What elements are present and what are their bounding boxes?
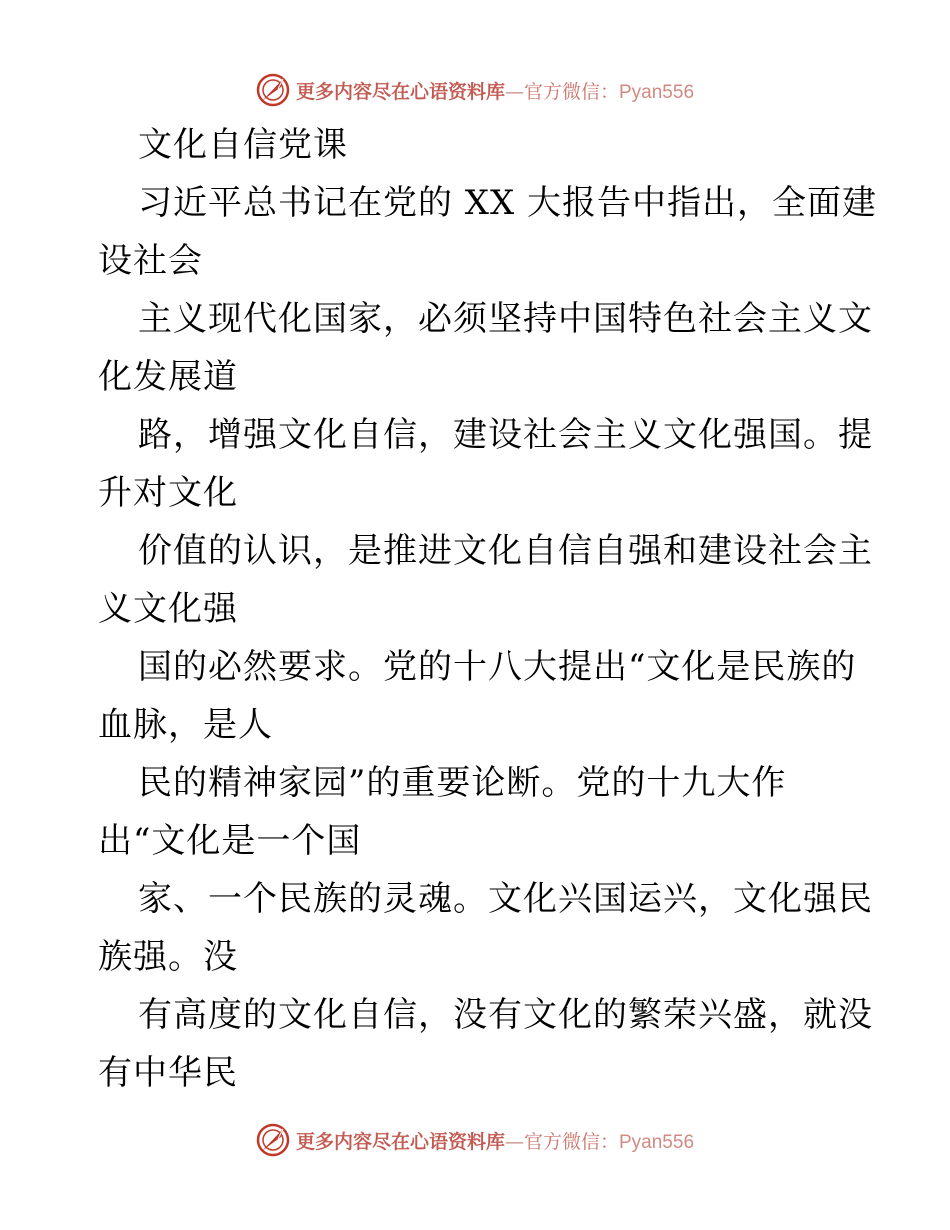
footer-banner-text <box>296 1127 694 1154</box>
header-separator: — <box>504 80 524 103</box>
header-banner-text <box>296 77 694 104</box>
header-wechat-label: 官方微信： <box>523 80 619 103</box>
document-title: 文化自信党课 <box>138 125 348 165</box>
quill-logo-icon <box>256 1123 290 1157</box>
text-line: 义文化强 <box>98 589 238 629</box>
text-line: 民的精神家园”的重要论断。党的十九大作 <box>138 763 787 803</box>
header-brand: 更多内容尽在心语资料库 <box>295 80 505 103</box>
text-line: 有高度的文化自信，没有文化的繁荣兴盛，就没 <box>138 995 873 1035</box>
footer-wechat-label: 官方微信： <box>523 1130 619 1153</box>
document-body <box>98 116 878 1102</box>
text-line: 国的必然要求。党的十八大提出“文化是民族的 <box>138 647 857 687</box>
header-wechat-id: Pyan556 <box>619 81 695 103</box>
header-banner <box>0 70 950 110</box>
text-line: 价值的认识，是推进文化自信自强和建设社会主 <box>138 531 873 571</box>
text-line: 血脉，是人 <box>98 705 273 745</box>
text-line: 主义现代化国家，必须坚持中国特色社会主义文 <box>138 299 873 339</box>
text-line: 习近平总书记在党的 XX 大报告中指出，全面建 <box>138 183 878 223</box>
text-line: 有中华民 <box>98 1053 238 1093</box>
text-line: 路，增强文化自信，建设社会主义文化强国。提 <box>138 415 873 455</box>
text-line: 升对文化 <box>98 473 238 513</box>
text-line: 家、一个民族的灵魂。文化兴国运兴，文化强民 <box>138 879 873 919</box>
footer-brand: 更多内容尽在心语资料库 <box>295 1130 505 1153</box>
quill-logo-icon <box>256 73 290 107</box>
text-line: 出“文化是一个国 <box>98 821 362 861</box>
text-line: 化发展道 <box>98 357 238 397</box>
footer-wechat-id: Pyan556 <box>619 1131 695 1153</box>
footer-separator: — <box>504 1130 524 1153</box>
text-line: 设社会 <box>98 241 203 281</box>
text-line: 族强。没 <box>98 937 238 977</box>
footer-banner <box>0 1120 950 1160</box>
